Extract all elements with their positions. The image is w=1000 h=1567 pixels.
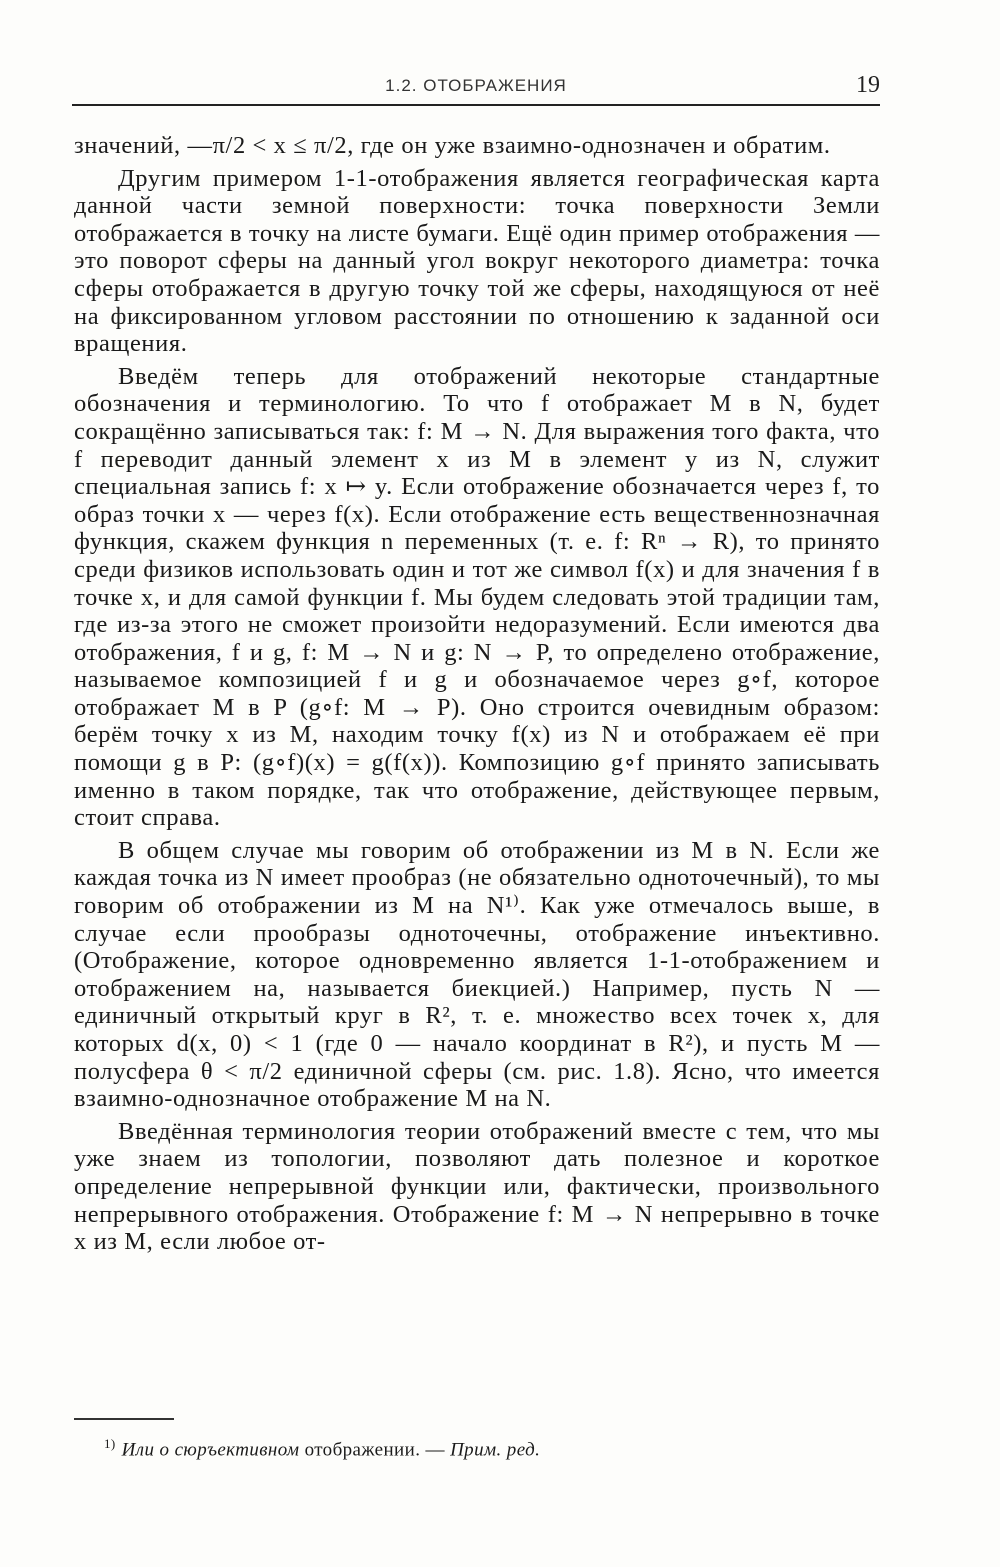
footnote-emphasis: сюръективном [174,1439,300,1461]
paragraph-2: Другим примером 1-1-отображения является географическая карта данной части земной поверхности: точка поверхности Земли отображается в точку на листе бумаги. Ещё один пример отображения — это поворот сферы на данный угол вокруг некоторого диаметра: точка сферы отображается в другую точку той же сферы, находящуюся от неё на фиксированном угловом расстоянии по отношению к заданной оси вращения. [74,164,880,358]
page-number: 19 [856,72,880,98]
running-head: 1.2. ОТОБРАЖЕНИЯ [385,76,567,95]
paragraph-1: значений, —π/2 < x ≤ π/2, где он уже взаимно-однозначен и обратим. [74,132,831,159]
footnote-text-after: отображении. — [304,1439,445,1461]
footnote-text-before: Или о [121,1439,170,1461]
paragraph-3: Введём теперь для отображений некоторые стандартные обозначения и терминологию. То что f отображает M в N, будет сокращённо записываться так: f: M → N. Для выражения того факта, что f переводит данный элемент x из M в элемент y из N, служит специальная запись f: x ↦ y. Если отображение обозначается через f, то образ точки x — через f(x). Если отображение есть вещественнозначная функция, скажем функция n переменных (т. е. f: Rⁿ → R), то принято среди физиков использовать один и тот же символ f(x) и для значения f в точке x, и для самой функции f. Мы будем следовать этой традиции там, где из-за этого не сможет произойти недоразумений. Если имеются два отображения, f и g, f: M → N и g: N → P, то определено отображение, называемое композицией f и g и обозначаемое через g∘f, которое отображает M в P (g∘f: M → P). Оно строится очевидным образом: берём точку x из M, находим точку f(x) из N и отображаем её при помощи g в P: (g∘f)(x) = g(f(x)). Композицию g∘f принято записывать именно в таком порядке, так что отображение, действующее первым, стоит справа. [74,362,880,832]
paragraph-5: Введённая терминология теории отображений вместе с тем, что мы уже знаем из топологии, позволяют дать полезное и короткое определение непрерывной функции или, фактически, произвольного непрерывного отображения. Отображение f: M → N непрерывно в точке x из M, если любое от- [74,1117,880,1256]
footnote [104,1432,864,1462]
page-header [72,70,880,106]
paragraph-4: В общем случае мы говорим об отображении из M в N. Если же каждая точка из N имеет прообраз (не обязательно одноточечный), то мы говорим об отображении из M на N¹⁾. Как уже отмечалось выше, в случае если прообразы одноточечны, отображение инъективно. (Отображение, которое одновременно является 1-1-отображением и отображением на, называется биекцией.) Например, пусть N — единичный открытый круг в R², т. е. множество всех точек x, для которых d(x, 0) < 1 (где 0 — начало координат в R²), и пусть M — полусфера θ < π/2 единичной сферы (см. рис. 1.8). Ясно, что имеется взаимно-однозначное отображение M на N. [74,836,880,1113]
footnote-note: Прим. ред. [450,1439,541,1461]
main-text [74,132,880,1256]
footnote-mark: 1) [104,1436,116,1451]
footnote-rule [74,1418,174,1420]
